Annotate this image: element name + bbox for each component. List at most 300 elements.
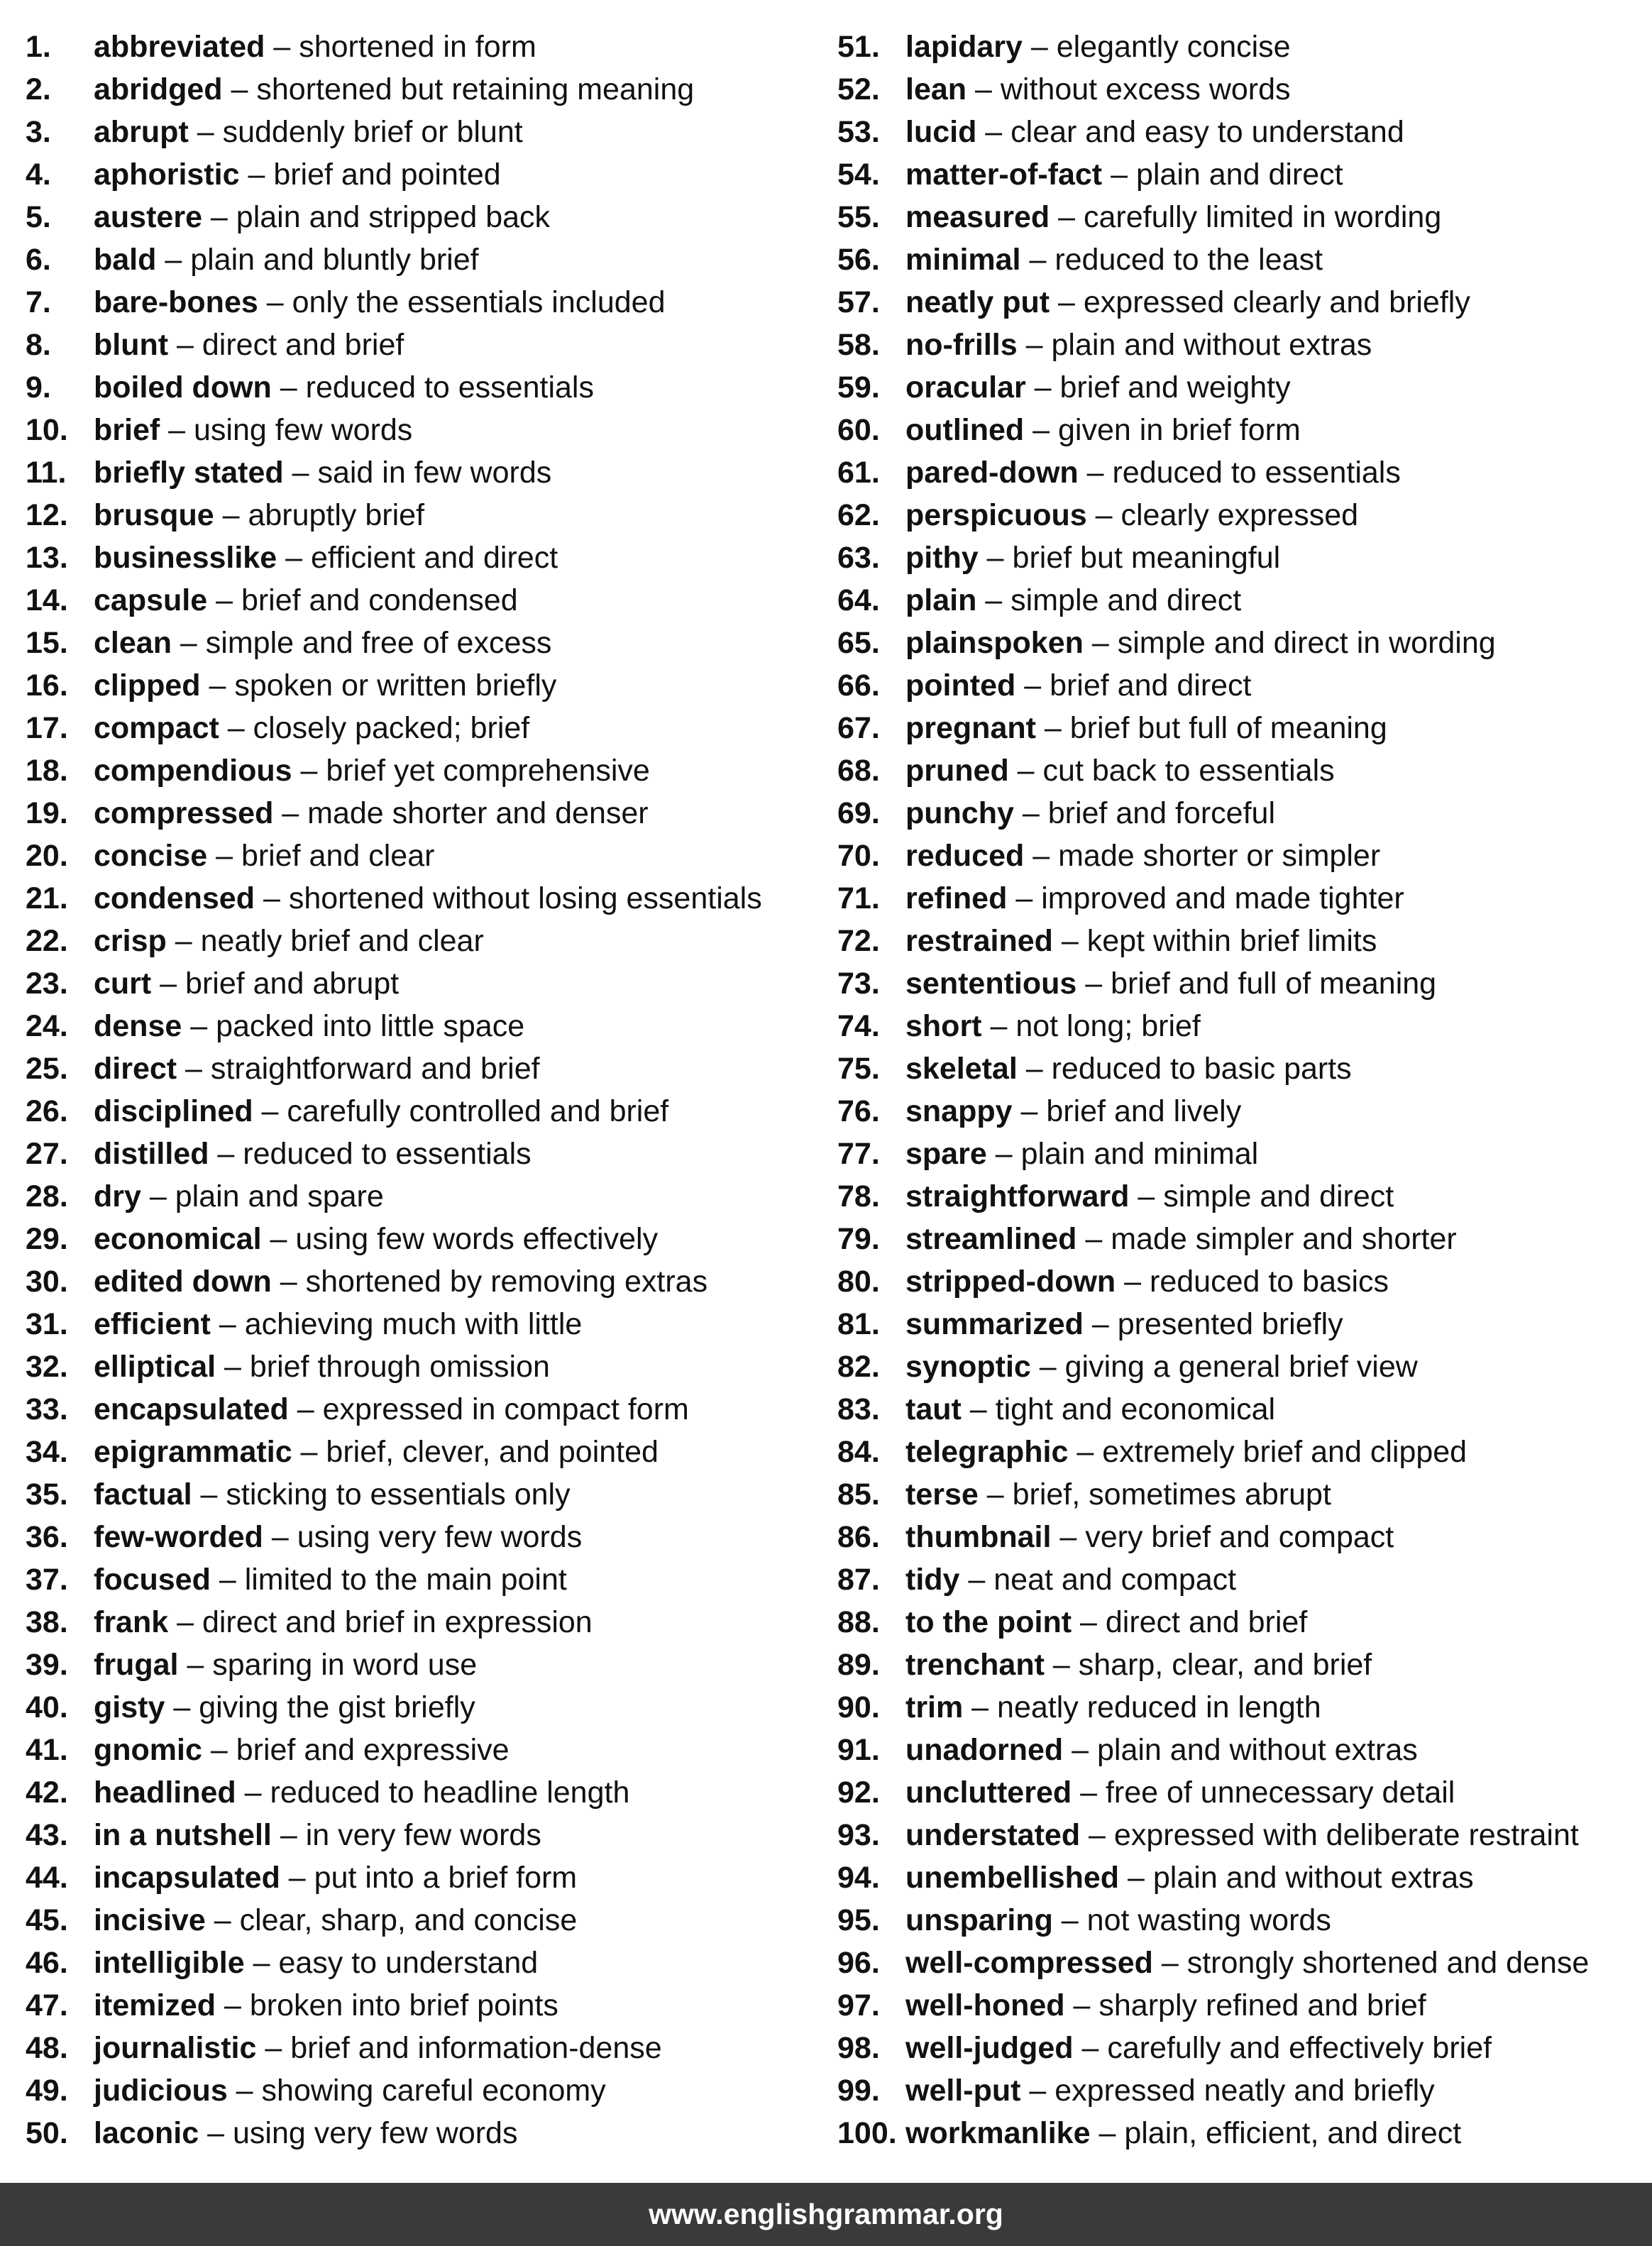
item-term: plain [905, 583, 977, 617]
list-item [26, 707, 806, 749]
item-text [94, 879, 762, 918]
item-number: 92. [837, 1776, 880, 1810]
item-separator: – [288, 1392, 323, 1426]
item-text [94, 1262, 707, 1301]
item-term: workmanlike [905, 2116, 1091, 2150]
item-text [94, 1986, 558, 2025]
item-definition: brief and pointed [273, 158, 501, 192]
item-term: neatly put [905, 285, 1050, 319]
item-term: restrained [905, 924, 1053, 958]
item-definition: expressed clearly and briefly [1083, 285, 1470, 319]
item-term: epigrammatic [94, 1435, 292, 1469]
item-number: 14. [26, 583, 68, 617]
item-separator: – [1024, 839, 1059, 873]
item-definition: giving the gist briefly [199, 1690, 475, 1724]
item-term: thumbnail [905, 1520, 1052, 1554]
list-item [26, 2027, 806, 2069]
item-definition: clear, sharp, and concise [239, 1903, 578, 1937]
item-number: 38. [26, 1605, 68, 1639]
item-term: minimal [905, 243, 1021, 277]
list-item [837, 749, 1646, 792]
item-separator: – [210, 1307, 245, 1341]
item-number: 35. [26, 1477, 68, 1512]
item-text [94, 1389, 689, 1429]
item-separator: – [1025, 370, 1060, 404]
item-term: few-worded [94, 1520, 263, 1554]
list-item [837, 1686, 1646, 1729]
item-definition: carefully controlled and brief [287, 1094, 669, 1128]
list-item [26, 68, 806, 111]
item-term: abrupt [94, 115, 189, 149]
item-number: 13. [26, 541, 68, 575]
item-number: 1. [26, 30, 51, 64]
item-definition: simple and direct [1011, 583, 1242, 617]
item-term: intelligible [94, 1946, 245, 1980]
item-separator: – [277, 541, 311, 575]
item-definition: without excess words [1000, 72, 1291, 106]
item-definition: simple and free of excess [205, 626, 552, 660]
item-text [905, 1219, 1457, 1259]
item-separator: – [210, 1563, 245, 1597]
item-separator: – [1063, 1733, 1097, 1767]
item-text [94, 1134, 532, 1174]
item-number: 100. [837, 2116, 897, 2150]
item-separator: – [271, 1265, 306, 1299]
item-term: businesslike [94, 541, 277, 575]
item-text [905, 27, 1291, 67]
list-item [26, 877, 806, 920]
list-item [26, 1218, 806, 1260]
item-definition: brief and clear [241, 839, 435, 873]
item-definition: reduced to the least [1054, 243, 1323, 277]
item-separator: – [271, 370, 306, 404]
list-item [837, 2112, 1646, 2154]
item-term: dense [94, 1009, 182, 1043]
item-term: understated [905, 1818, 1081, 1852]
item-term: synoptic [905, 1350, 1031, 1384]
item-text [905, 836, 1380, 876]
item-definition: using very few words [232, 2116, 518, 2150]
item-number: 69. [837, 796, 880, 830]
item-text [905, 2113, 1461, 2153]
item-definition: plain and without extras [1152, 1861, 1474, 1895]
item-text [905, 1560, 1236, 1600]
item-separator: – [273, 796, 308, 830]
item-separator: – [271, 1818, 306, 1852]
item-text [94, 27, 536, 67]
item-separator: – [1083, 626, 1118, 660]
item-term: judicious [94, 2074, 228, 2108]
item-separator: – [171, 626, 206, 660]
item-text [94, 495, 424, 535]
item-text [905, 1347, 1418, 1387]
item-text [905, 538, 1280, 578]
item-text [905, 1858, 1474, 1898]
item-term: plainspoken [905, 626, 1084, 660]
item-text [905, 1091, 1241, 1131]
item-term: edited down [94, 1265, 272, 1299]
item-definition: shortened without losing essentials [288, 881, 762, 915]
item-term: telegraphic [905, 1435, 1069, 1469]
item-definition: sparing in word use [212, 1648, 478, 1682]
item-separator: – [214, 498, 248, 532]
word-list-left-column [26, 26, 806, 2154]
list-item [837, 324, 1646, 366]
list-item [26, 1133, 806, 1175]
item-number: 46. [26, 1946, 68, 1980]
item-term: pointed [905, 668, 1016, 703]
item-separator: – [1129, 1179, 1164, 1213]
item-separator: – [1015, 668, 1050, 703]
item-term: factual [94, 1477, 192, 1512]
item-definition: brief and lively [1046, 1094, 1242, 1128]
item-text [905, 623, 1496, 663]
item-definition: made simpler and shorter [1111, 1222, 1457, 1256]
item-term: laconic [94, 2116, 199, 2150]
item-number: 24. [26, 1009, 68, 1043]
item-text [905, 2028, 1492, 2068]
item-number: 52. [837, 72, 880, 106]
item-separator: – [236, 1776, 270, 1810]
item-separator: – [177, 1052, 211, 1086]
item-text [905, 708, 1387, 748]
item-definition: made shorter or simpler [1058, 839, 1381, 873]
list-item [837, 451, 1646, 494]
item-separator: – [1064, 1988, 1099, 2022]
item-term: summarized [905, 1307, 1084, 1341]
item-term: taut [905, 1392, 962, 1426]
item-separator: – [1030, 1350, 1065, 1384]
item-separator: – [256, 2031, 291, 2065]
item-number: 61. [837, 456, 880, 490]
item-definition: plain and spare [175, 1179, 384, 1213]
item-text [905, 1049, 1352, 1089]
item-number: 57. [837, 285, 880, 319]
item-definition: limited to the main point [244, 1563, 567, 1597]
item-definition: direct and brief [1105, 1605, 1308, 1639]
list-item [837, 1814, 1646, 1856]
item-separator: – [1051, 1520, 1086, 1554]
item-term: incapsulated [94, 1861, 280, 1895]
item-text [905, 1730, 1418, 1770]
item-definition: closely packed; brief [253, 711, 530, 745]
item-separator: – [141, 1179, 175, 1213]
item-definition: brief, sometimes abrupt [1012, 1477, 1331, 1512]
item-term: efficient [94, 1307, 211, 1341]
item-definition: strongly shortened and dense [1186, 1946, 1590, 1980]
item-separator: – [1050, 200, 1084, 234]
item-separator: – [200, 668, 235, 703]
list-item [837, 2027, 1646, 2069]
item-number: 22. [26, 924, 68, 958]
item-separator: – [1044, 1648, 1079, 1682]
list-item [837, 2069, 1646, 2112]
item-text [905, 666, 1252, 705]
item-separator: – [963, 1690, 998, 1724]
item-number: 58. [837, 328, 880, 362]
item-number: 81. [837, 1307, 880, 1341]
list-item [26, 409, 806, 451]
item-definition: simple and direct [1163, 1179, 1394, 1213]
word-list-right-column [837, 26, 1646, 2154]
item-text [94, 70, 694, 109]
item-number: 67. [837, 711, 880, 745]
item-separator: – [292, 754, 326, 788]
item-text [94, 410, 412, 450]
list-item [26, 494, 806, 536]
item-definition: only the essentials included [292, 285, 666, 319]
list-item [26, 1814, 806, 1856]
item-definition: said in few words [317, 456, 552, 490]
item-term: streamlined [905, 1222, 1077, 1256]
item-text [94, 793, 649, 833]
item-number: 30. [26, 1265, 68, 1299]
list-item [837, 1644, 1646, 1686]
item-definition: reduced to basic parts [1051, 1052, 1352, 1086]
item-term: compendious [94, 754, 292, 788]
list-item [26, 1303, 806, 1345]
item-term: perspicuous [905, 498, 1087, 532]
item-term: abbreviated [94, 30, 265, 64]
item-definition: shortened but retaining meaning [256, 72, 695, 106]
item-separator: – [976, 583, 1011, 617]
item-separator: – [255, 881, 289, 915]
item-text [94, 155, 501, 194]
item-number: 18. [26, 754, 68, 788]
item-definition: plain and direct [1135, 158, 1343, 192]
item-separator: – [1007, 881, 1042, 915]
item-number: 99. [837, 2074, 880, 2108]
item-term: skeletal [905, 1052, 1018, 1086]
list-item [26, 366, 806, 409]
item-definition: reduced to essentials [305, 370, 594, 404]
list-item [837, 1175, 1646, 1218]
item-text [94, 325, 404, 365]
list-item [26, 1899, 806, 1942]
item-separator: – [981, 1009, 1016, 1043]
item-term: elliptical [94, 1350, 216, 1384]
item-definition: simple and direct in wording [1117, 626, 1496, 660]
item-term: matter-of-fact [905, 158, 1103, 192]
item-text [94, 1815, 541, 1855]
item-number: 76. [837, 1094, 880, 1128]
item-text [905, 368, 1291, 407]
list-item [26, 1771, 806, 1814]
item-text [94, 580, 518, 620]
item-term: tidy [905, 1563, 960, 1597]
item-number: 86. [837, 1520, 880, 1554]
item-definition: expressed in compact form [322, 1392, 689, 1426]
item-term: austere [94, 200, 202, 234]
item-number: 47. [26, 1988, 68, 2022]
item-separator: – [166, 924, 201, 958]
list-item [26, 1984, 806, 2027]
item-term: distilled [94, 1137, 209, 1171]
item-term: frugal [94, 1648, 179, 1682]
item-text [94, 1773, 629, 1812]
item-separator: – [1008, 754, 1043, 788]
item-term: stripped-down [905, 1265, 1116, 1299]
item-separator: – [1116, 1265, 1150, 1299]
item-number: 6. [26, 243, 51, 277]
list-item [26, 1516, 806, 1558]
list-item [26, 111, 806, 153]
item-separator: – [1024, 413, 1059, 447]
item-text [94, 1602, 593, 1642]
item-number: 50. [26, 2116, 68, 2150]
item-term: unembellished [905, 1861, 1120, 1895]
item-separator: – [1020, 2074, 1055, 2108]
list-item [837, 1729, 1646, 1771]
list-item [837, 111, 1646, 153]
item-text [905, 495, 1358, 535]
item-definition: easy to understand [278, 1946, 539, 1980]
item-text [905, 1262, 1389, 1301]
list-item [26, 1431, 806, 1473]
item-number: 11. [26, 456, 67, 490]
list-item [837, 1984, 1646, 2027]
item-term: no-frills [905, 328, 1018, 362]
list-item [837, 1090, 1646, 1133]
item-separator: – [978, 541, 1013, 575]
list-item [26, 579, 806, 622]
item-number: 40. [26, 1690, 68, 1724]
item-separator: – [265, 30, 299, 64]
item-definition: brief, clever, and pointed [326, 1435, 659, 1469]
item-definition: giving a general brief view [1064, 1350, 1418, 1384]
item-number: 82. [837, 1350, 880, 1384]
item-number: 62. [837, 498, 880, 532]
item-separator: – [258, 285, 292, 319]
item-term: uncluttered [905, 1776, 1072, 1810]
item-definition: in very few words [305, 1818, 541, 1852]
item-number: 44. [26, 1861, 68, 1895]
list-item [26, 1473, 806, 1516]
item-separator: – [188, 115, 223, 149]
item-definition: carefully and effectively brief [1107, 2031, 1492, 2065]
item-term: straightforward [905, 1179, 1130, 1213]
item-term: spare [905, 1137, 987, 1171]
item-term: briefly stated [94, 456, 284, 490]
item-number: 95. [837, 1903, 880, 1937]
item-definition: tight and economical [995, 1392, 1276, 1426]
item-number: 94. [837, 1861, 880, 1895]
item-text [94, 240, 479, 280]
item-separator: – [1078, 456, 1113, 490]
item-number: 51. [837, 30, 880, 64]
item-number: 89. [837, 1648, 880, 1682]
list-item [26, 1942, 806, 1984]
item-number: 32. [26, 1350, 68, 1384]
list-item [837, 1771, 1646, 1814]
item-text [905, 580, 1241, 620]
item-text [94, 1517, 582, 1557]
item-number: 80. [837, 1265, 880, 1299]
item-term: pared-down [905, 456, 1079, 490]
item-text [94, 1177, 384, 1216]
list-item [837, 1516, 1646, 1558]
item-definition: brief but meaningful [1012, 541, 1281, 575]
item-term: capsule [94, 583, 208, 617]
item-number: 26. [26, 1094, 68, 1128]
item-term: well-judged [905, 2031, 1074, 2065]
item-number: 72. [837, 924, 880, 958]
item-definition: neat and compact [993, 1563, 1237, 1597]
item-separator: – [222, 72, 257, 106]
list-item [837, 1856, 1646, 1899]
item-text [94, 1943, 538, 1983]
item-definition: broken into brief points [249, 1988, 558, 2022]
list-item [26, 749, 806, 792]
item-text [905, 1389, 1275, 1429]
item-term: direct [94, 1052, 177, 1086]
list-item [26, 1644, 806, 1686]
item-separator: – [182, 1009, 216, 1043]
item-text [905, 879, 1404, 918]
item-term: gisty [94, 1690, 165, 1724]
item-number: 2. [26, 72, 51, 106]
item-separator: – [209, 1137, 243, 1171]
item-text [905, 751, 1335, 791]
item-definition: plain and without extras [1096, 1733, 1418, 1767]
item-text [905, 964, 1436, 1003]
item-separator: – [1072, 1605, 1106, 1639]
item-text [94, 197, 550, 237]
list-item [837, 792, 1646, 835]
item-text [94, 708, 529, 748]
item-number: 10. [26, 413, 68, 447]
item-separator: – [244, 1946, 279, 1980]
list-item [837, 1388, 1646, 1431]
item-number: 83. [837, 1392, 880, 1426]
item-term: lucid [905, 115, 977, 149]
item-separator: – [216, 1350, 250, 1384]
item-number: 19. [26, 796, 68, 830]
item-separator: – [986, 1137, 1021, 1171]
item-number: 63. [837, 541, 880, 575]
footer-website-link[interactable]: www.englishgrammar.org [649, 2198, 1003, 2230]
item-definition: reduced to essentials [243, 1137, 532, 1171]
list-item [26, 1090, 806, 1133]
item-number: 53. [837, 115, 880, 149]
item-definition: not long; brief [1015, 1009, 1201, 1043]
item-term: measured [905, 200, 1050, 234]
item-definition: plain and stripped back [236, 200, 551, 234]
item-text [905, 921, 1377, 961]
item-text [905, 1645, 1372, 1685]
item-separator: – [976, 115, 1011, 149]
list-item [837, 26, 1646, 68]
item-text [94, 1645, 477, 1685]
list-item [837, 1942, 1646, 1984]
item-separator: – [1076, 1222, 1111, 1256]
footer-bar [0, 2183, 1652, 2246]
item-term: curt [94, 967, 152, 1001]
item-term: focused [94, 1563, 211, 1597]
list-item [837, 835, 1646, 877]
item-separator: – [160, 413, 194, 447]
item-term: condensed [94, 881, 255, 915]
list-item [26, 1686, 806, 1729]
item-text [905, 453, 1401, 492]
item-term: punchy [905, 796, 1014, 830]
item-text [94, 1730, 510, 1770]
item-term: refined [905, 881, 1008, 915]
item-definition: brief yet comprehensive [326, 754, 650, 788]
item-term: bald [94, 243, 157, 277]
item-separator: – [165, 1690, 199, 1724]
item-term: economical [94, 1222, 262, 1256]
